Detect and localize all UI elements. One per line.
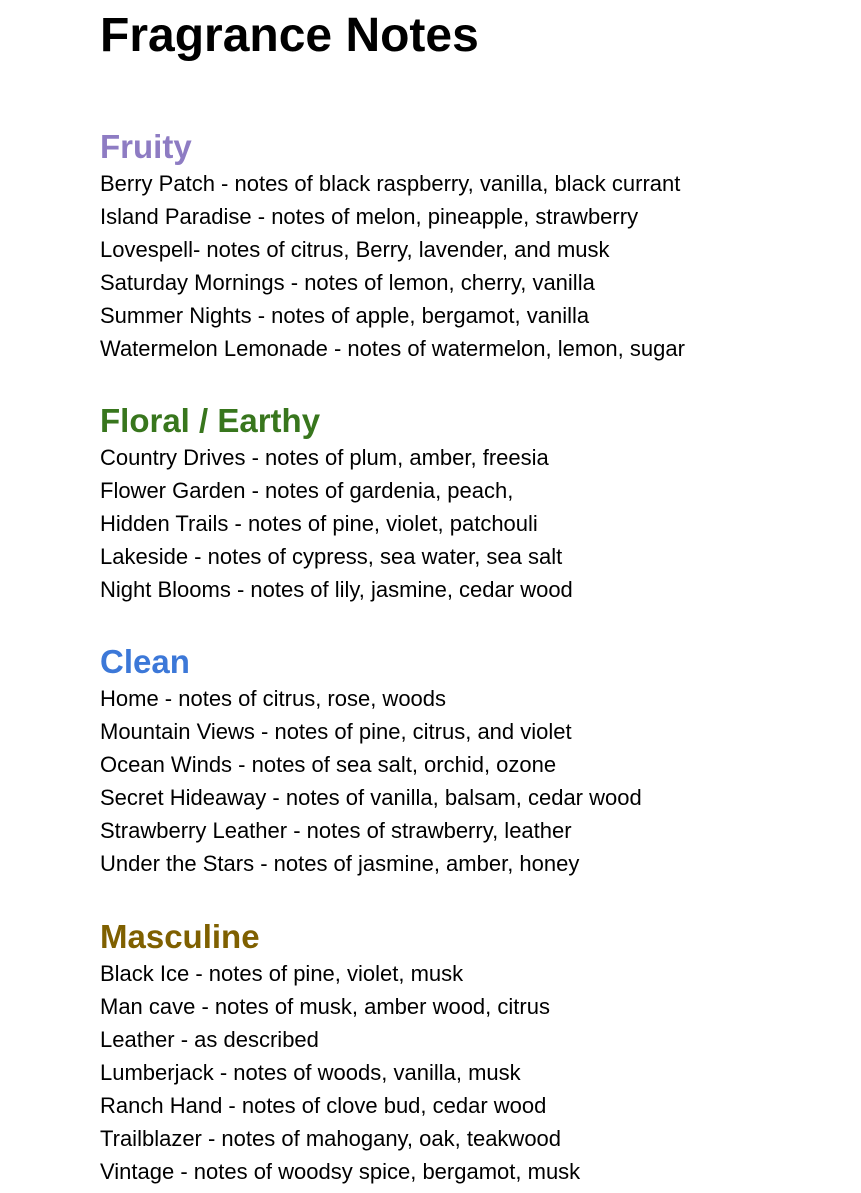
note-item: Berry Patch - notes of black raspberry, vanilla, black currant bbox=[100, 171, 681, 196]
note-item: Man cave - notes of musk, amber wood, citrus bbox=[100, 994, 550, 1019]
page-title: Fragrance Notes bbox=[100, 9, 479, 62]
note-item: Island Paradise - notes of melon, pineapple, strawberry bbox=[100, 204, 639, 229]
section-floral-earthy bbox=[100, 401, 840, 606]
note-list-masculine bbox=[100, 957, 840, 1188]
note-list-clean bbox=[100, 682, 840, 880]
note-item: Flower Garden - notes of gardenia, peach, bbox=[100, 478, 514, 503]
note-item: Night Blooms - notes of lily, jasmine, cedar wood bbox=[100, 577, 573, 602]
note-item: Vintage - notes of woodsy spice, bergamot, musk bbox=[100, 1159, 581, 1184]
note-item: Secret Hideaway - notes of vanilla, balsam, cedar wood bbox=[100, 785, 642, 810]
section-masculine bbox=[100, 917, 840, 1188]
note-item: Watermelon Lemonade - notes of watermelon, lemon, sugar bbox=[100, 336, 685, 361]
section-heading-clean: Clean bbox=[100, 643, 190, 680]
section-heading-floral-earthy: Floral / Earthy bbox=[100, 402, 321, 439]
note-item: Country Drives - notes of plum, amber, freesia bbox=[100, 445, 549, 470]
note-item: Black Ice - notes of pine, violet, musk bbox=[100, 961, 464, 986]
note-item: Strawberry Leather - notes of strawberry, leather bbox=[100, 818, 572, 843]
section-heading-fruity: Fruity bbox=[100, 128, 192, 165]
note-item: Ocean Winds - notes of sea salt, orchid, ozone bbox=[100, 752, 557, 777]
note-list-fruity bbox=[100, 167, 840, 365]
note-item: Lumberjack - notes of woods, vanilla, musk bbox=[100, 1060, 521, 1085]
note-item: Saturday Mornings - notes of lemon, cherry, vanilla bbox=[100, 270, 595, 295]
section-heading-masculine: Masculine bbox=[100, 918, 260, 955]
note-item: Home - notes of citrus, rose, woods bbox=[100, 686, 447, 711]
note-item: Summer Nights - notes of apple, bergamot, vanilla bbox=[100, 303, 590, 328]
note-item: Ranch Hand - notes of clove bud, cedar wood bbox=[100, 1093, 547, 1118]
note-item: Under the Stars - notes of jasmine, amber, honey bbox=[100, 851, 580, 876]
note-item: Lovespell- notes of citrus, Berry, lavender, and musk bbox=[100, 237, 610, 262]
note-item: Trailblazer - notes of mahogany, oak, teakwood bbox=[100, 1126, 562, 1151]
section-clean bbox=[100, 642, 840, 880]
note-item: Mountain Views - notes of pine, citrus, and violet bbox=[100, 719, 572, 744]
section-fruity bbox=[100, 127, 840, 365]
note-item: Hidden Trails - notes of pine, violet, patchouli bbox=[100, 511, 538, 536]
note-item: Lakeside - notes of cypress, sea water, sea salt bbox=[100, 544, 563, 569]
note-item: Leather - as described bbox=[100, 1027, 319, 1052]
note-list-floral-earthy bbox=[100, 441, 840, 606]
